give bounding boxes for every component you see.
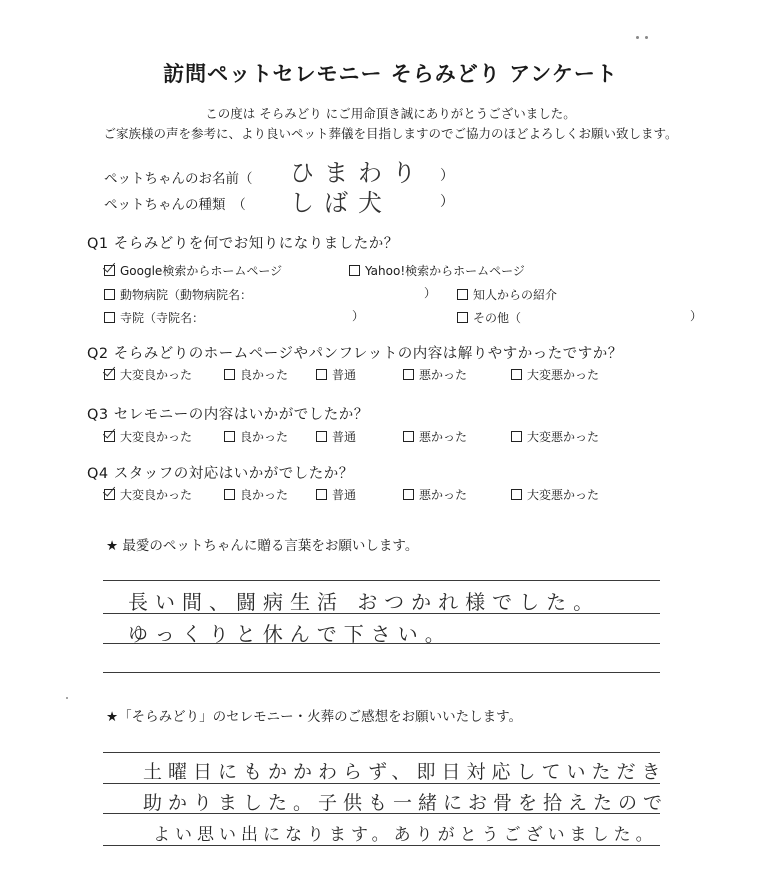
option-label: その他（ <box>473 311 522 325</box>
pet-name-label: ペットちゃんのお名前（ <box>104 171 253 187</box>
checkbox-icon[interactable] <box>457 289 468 300</box>
pet-type-value[interactable]: しば犬 <box>290 189 392 217</box>
scan-speck <box>66 697 68 699</box>
option-label: 普通 <box>332 488 357 502</box>
option-label: 大変悪かった <box>527 430 600 444</box>
impression-line-1[interactable]: 土曜日にもかかわらず、即日対応していただき <box>143 761 667 783</box>
option-label: 大変良かった <box>120 430 193 444</box>
checkbox-icon[interactable] <box>316 369 327 380</box>
message-line-2[interactable]: ゆっくりと休んで下さい。 <box>128 622 452 646</box>
q3-option-2[interactable] <box>224 428 288 445</box>
q3-title: Q3 セレモニーの内容はいかがでしたか？ <box>87 407 369 423</box>
q4-option-4[interactable] <box>403 486 467 503</box>
message-title: ★ 最愛のペットちゃんに贈る言葉をお願いします。 <box>106 538 419 554</box>
option-label: 悪かった <box>419 368 468 382</box>
checkbox-icon[interactable] <box>104 369 115 380</box>
checkbox-icon[interactable] <box>104 312 115 323</box>
q4-option-5[interactable] <box>511 486 599 503</box>
scan-speck <box>645 36 648 39</box>
checkbox-icon[interactable] <box>224 431 235 442</box>
checkbox-icon[interactable] <box>457 312 468 323</box>
q2-option-3[interactable] <box>316 366 356 383</box>
option-label: Yahoo!検索からホームページ <box>365 264 525 278</box>
option-label: 大変良かった <box>120 488 193 502</box>
q1-option-yahoo[interactable] <box>349 262 525 279</box>
checkbox-icon[interactable] <box>403 489 414 500</box>
checkbox-icon[interactable] <box>403 431 414 442</box>
message-rule <box>103 580 660 581</box>
checkbox-icon[interactable] <box>224 489 235 500</box>
intro-line-2: ご家族様の声を参考に、より良いペット葬儀を目指しますのでご協力のほどよろしくお願い致します。 <box>103 126 678 141</box>
checkbox-icon[interactable] <box>224 369 235 380</box>
pet-name-close-paren: ） <box>440 168 454 184</box>
impression-line-3[interactable]: よい思い出になります。ありがとうございました。 <box>153 825 658 845</box>
message-line-1[interactable]: 長い間、闘病生活 おつかれ様でした。 <box>128 590 601 614</box>
q3-option-4[interactable] <box>403 428 467 445</box>
option-label: 大変悪かった <box>527 488 600 502</box>
intro-line-1: この度は そらみどり にご用命頂き誠にありがとうございました。 <box>205 106 576 121</box>
option-label: 良かった <box>240 488 289 502</box>
q2-option-1[interactable] <box>104 366 192 383</box>
q3-option-5[interactable] <box>511 428 599 445</box>
survey-title: 訪問ペットセレモニー そらみどり アンケート <box>163 62 618 86</box>
pet-type-close-paren: ） <box>440 194 454 210</box>
q2-option-4[interactable] <box>403 366 467 383</box>
q1-option-friend[interactable] <box>457 286 557 303</box>
pet-name-value[interactable]: ひまわり <box>290 159 426 187</box>
option-label: 悪かった <box>419 488 468 502</box>
option-label: 普通 <box>332 430 357 444</box>
message-rule <box>103 672 660 673</box>
scan-speck <box>636 36 639 39</box>
checkbox-icon[interactable] <box>403 369 414 380</box>
q3-option-1[interactable] <box>104 428 192 445</box>
checkbox-icon[interactable] <box>349 265 360 276</box>
option-label: 悪かった <box>419 430 468 444</box>
pet-type-label: ペットちゃんの種類 （ <box>104 197 246 213</box>
checkbox-icon[interactable] <box>104 431 115 442</box>
option-label: Google検索からホームページ <box>120 264 283 278</box>
q1-temple-close-paren: ） <box>352 309 365 323</box>
q4-option-1[interactable] <box>104 486 192 503</box>
option-label: 大変悪かった <box>527 368 600 382</box>
checkbox-icon[interactable] <box>316 489 327 500</box>
q2-option-5[interactable] <box>511 366 599 383</box>
option-label: 良かった <box>240 430 289 444</box>
option-label: 知人からの紹介 <box>473 288 558 302</box>
option-label: 普通 <box>332 368 357 382</box>
option-label: 大変良かった <box>120 368 193 382</box>
q1-other-close-paren: ） <box>690 309 703 323</box>
q4-title: Q4 スタッフの対応はいかがでしたか？ <box>87 466 354 482</box>
impression-line-2[interactable]: 助かりました。子供も一緒にお骨を拾えたので <box>143 792 669 814</box>
checkbox-icon[interactable] <box>511 431 522 442</box>
q2-title: Q2 そらみどりのホームページやパンフレットの内容は解りやすかったですか？ <box>87 346 623 362</box>
checkbox-icon[interactable] <box>104 265 115 276</box>
option-label: 動物病院（動物病院名： <box>120 288 253 302</box>
q1-title: Q1 そらみどりを何でお知りになりましたか？ <box>87 236 399 252</box>
checkbox-icon[interactable] <box>104 289 115 300</box>
checkbox-icon[interactable] <box>104 489 115 500</box>
q2-option-2[interactable] <box>224 366 288 383</box>
checkbox-icon[interactable] <box>316 431 327 442</box>
q1-option-temple[interactable] <box>104 309 204 326</box>
impression-rule <box>103 845 660 846</box>
q1-option-animal-hospital[interactable] <box>104 286 252 303</box>
option-label: 良かった <box>240 368 289 382</box>
q4-option-3[interactable] <box>316 486 356 503</box>
q1-option-other[interactable] <box>457 309 521 326</box>
q1-option-google[interactable] <box>104 262 282 279</box>
impression-rule <box>103 752 660 753</box>
q3-option-3[interactable] <box>316 428 356 445</box>
checkbox-icon[interactable] <box>511 369 522 380</box>
impression-title: ★「そらみどり」のセレモニー・火葬のご感想をお願いいたします。 <box>106 709 523 725</box>
q4-option-2[interactable] <box>224 486 288 503</box>
checkbox-icon[interactable] <box>511 489 522 500</box>
q1-hospital-close-paren: ） <box>424 286 437 300</box>
option-label: 寺院（寺院名： <box>120 311 205 325</box>
